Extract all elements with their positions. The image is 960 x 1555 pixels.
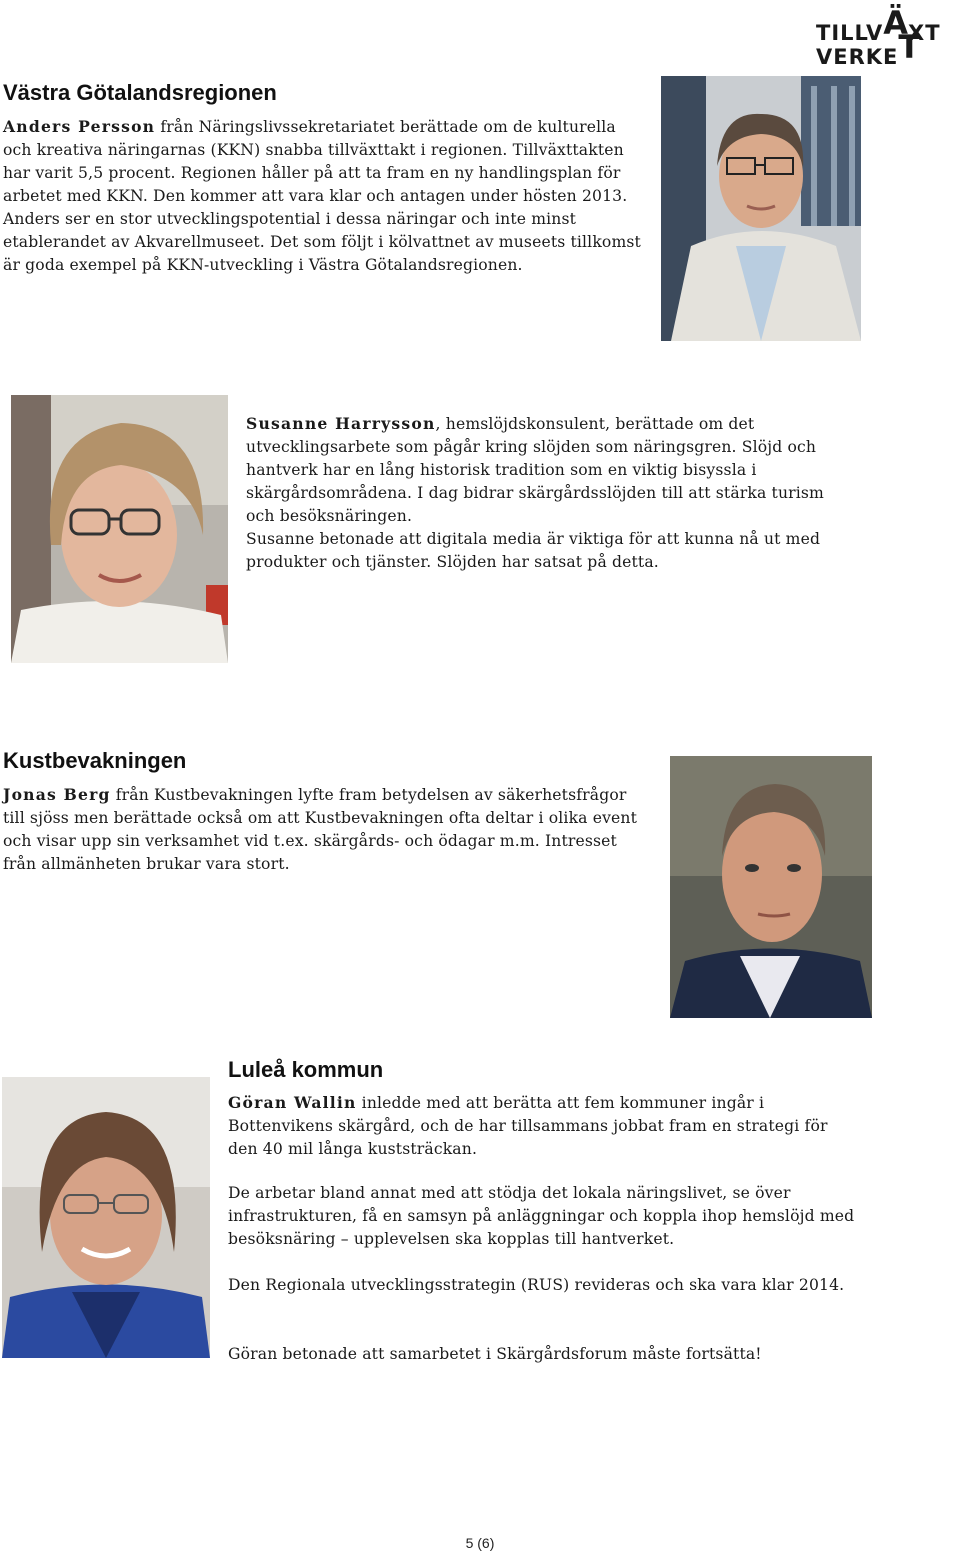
paragraph-text: från Kustbevakningen lyfte fram betydelsen av säkerhetsfrågor till sjöss men berättade också om att Kustbevakningen ofta deltar i olika event och visar upp sin verksamhet vid t.ex. skärgårds- och ödagar m.m. Intresset från allmänheten brukar vara stort. (3, 786, 638, 873)
paragraph-lulea-4: Göran betonade att samarbetet i Skärgårdsforum måste fortsätta! (228, 1345, 762, 1363)
paragraph-anders-persson (3, 115, 648, 277)
paragraph-goran-wallin (228, 1091, 856, 1161)
logo-text-2b: T (898, 28, 921, 66)
logo-text-1c: XT (908, 21, 941, 45)
person-name: Susanne Harrysson (246, 414, 436, 433)
section-heading-lulea-kommun: Luleå kommun (228, 1057, 384, 1082)
tillvaxtverket-logo (816, 4, 956, 69)
paragraph-susanne-harrysson (246, 412, 856, 574)
paragraph-text: , hemslöjdskonsulent, berättade om det utvecklingsarbete som pågår kring slöjden som näringsgren. Slöjd och hantverk har en lång historisk tradition som en viktig bisyssla i skärgårdsområdena. I dag bidrar skärgårdsslöjden till att stärka turism och besöksnäringen. (246, 415, 824, 525)
paragraph-lulea-3: Den Regionala utvecklingsstrategin (RUS) revideras och ska vara klar 2014. (228, 1276, 845, 1294)
logo-text-2a: VERKE (816, 45, 899, 69)
section-heading-vastra-gotaland: Västra Götalandsregionen (3, 80, 277, 105)
photo-jonas-berg (670, 756, 872, 1018)
paragraph-jonas-berg (3, 783, 648, 876)
paragraph-text: inledde med att berätta att fem kommuner ingår i Bottenvikens skärgård, och de har tillsammans jobbat fram en strategi för den 40 mil långa kuststräckan. (228, 1094, 828, 1158)
page-number: 5 (6) (465, 1535, 495, 1551)
photo-goran-wallin (2, 1077, 210, 1358)
paragraph-text: från Näringslivssekretariatet berättade om de kulturella och kreativa näringarnas (KKN) snabba tillväxttakt i regionen. Tillväxttakten har varit 5,5 procent. Regionen håller på att ta fram en ny handlingsplan för arbetet med KKN. Den kommer att vara klar och antagen under hösten 2013. Anders ser en stor utvecklingspotential i dessa näringar och inte minst etablerandet av Akvarellmuseet. Det som följt i kölvattnet av museets tillkomst är goda exempel på KKN-utveckling i Västra Götalandsregionen. (3, 118, 641, 274)
logo-text-1a: TILLV (816, 21, 884, 45)
photo-anders-persson (661, 76, 861, 341)
person-name: Anders Persson (3, 117, 156, 136)
photo-susanne-harrysson (11, 395, 228, 663)
section-heading-kustbevakningen: Kustbevakningen (3, 748, 187, 773)
logo-text-1b: Ä (883, 4, 909, 42)
person-name: Göran Wallin (228, 1093, 357, 1112)
paragraph-lulea-2: De arbetar bland annat med att stödja det lokala näringslivet, se över infrastrukturen, få en samsyn på anläggningar och koppla ihop hemslöjd med besöksnäring – upplevelsen ska kopplas till hantverket. (228, 1184, 855, 1248)
person-name: Jonas Berg (3, 785, 111, 804)
paragraph-text-2: Susanne betonade att digitala media är viktiga för att kunna nå ut med produkter och tjänster. Slöjden har satsat på detta. (246, 530, 821, 571)
